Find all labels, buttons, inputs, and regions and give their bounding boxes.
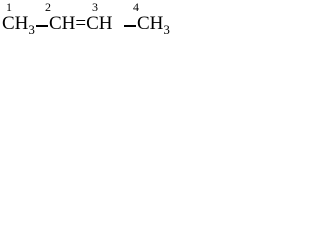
c1-base: CH xyxy=(2,13,29,34)
locant-3: 3 xyxy=(92,0,98,14)
locant-2: 2 xyxy=(45,0,51,14)
c2-c3-text: CH=CH xyxy=(49,13,113,34)
c4-subscript: 3 xyxy=(163,22,170,37)
methyl-group-c4 xyxy=(137,13,170,36)
single-bond-3-4 xyxy=(124,25,136,27)
c1-subscript: 3 xyxy=(28,22,35,37)
locant-1: 1 xyxy=(6,0,12,14)
locant-4: 4 xyxy=(133,0,139,14)
methyl-group-c1 xyxy=(2,13,35,36)
single-bond-1-2 xyxy=(36,25,48,27)
c4-base: CH xyxy=(137,13,164,34)
structural-formula xyxy=(0,0,171,40)
ethenylene-group-c2-c3 xyxy=(49,13,113,35)
